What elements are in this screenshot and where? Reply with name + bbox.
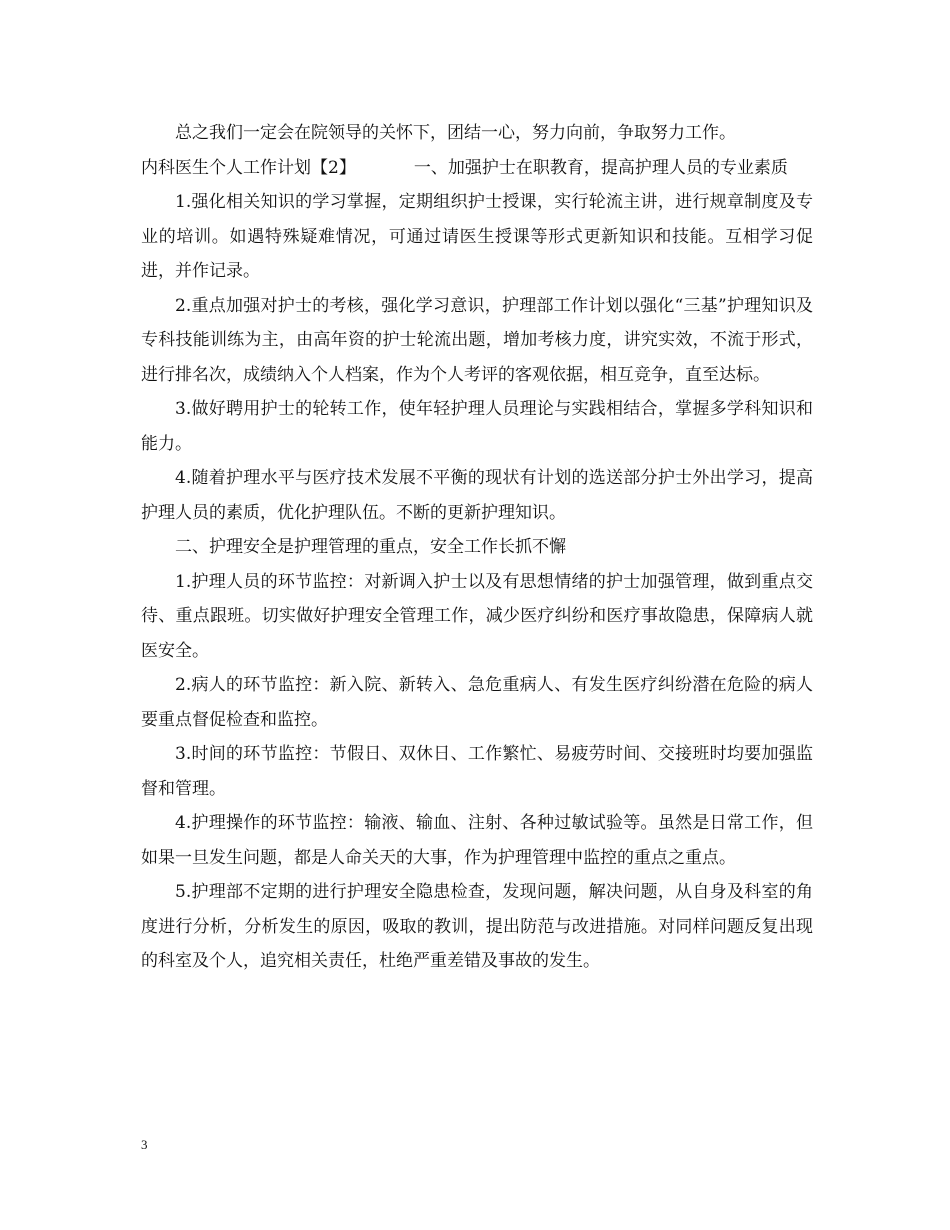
closing-paragraph: 总之我们一定会在院领导的关怀下，团结一心，努力向前，争取努力工作。 (175, 123, 736, 143)
item-1-4-paragraph: 4.随着护理水平与医疗技术发展不平衡的现状有计划的选送部分护士外出学习，提高护理人员的素质，优化护理队伍。不断的更新护理知识。 (141, 468, 813, 523)
item-1-2-paragraph: 2.重点加强对护士的考核，强化学习意识，护理部工作计划以强化“三基”护理知识及专科技能训练为主，由高年资的护士轮流出题，增加考核力度，讲究实效，不流于形式，进行排名次，成绩纳入个人档案，作为个人考评的客观依据，相互竞争，直至达标。 (141, 295, 813, 385)
section-2-heading: 二、护理安全是护理管理的重点，安全工作长抓不懈 (175, 537, 566, 557)
document-body (141, 116, 813, 979)
section-1-heading: 一、加强护士在职教育，提高护理人员的专业素质 (413, 157, 788, 178)
item-1-3-paragraph: 3.做好聘用护士的轮转工作，使年轻护理人员理论与实践相结合，掌握多学科知识和能力。 (141, 399, 813, 454)
item-2-1-paragraph: 1.护理人员的环节监控：对新调入护士以及有思想情绪的护士加强管理，做到重点交待、重点跟班。切实做好护理安全管理工作，减少医疗纠纷和医疗事故隐患，保障病人就医安全。 (141, 571, 813, 661)
page-number: 3 (141, 1137, 148, 1152)
item-2-4-paragraph: 4.护理操作的环节监控：输液、输血、注射、各种过敏试验等。虽然是日常工作，但如果一旦发生问题，都是人命关天的大事，作为护理管理中监控的重点之重点。 (141, 813, 813, 868)
item-2-2-paragraph: 2.病人的环节监控：新入院、新转入、急危重病人、有发生医疗纠纷潜在危险的病人要重点督促检查和监控。 (141, 675, 813, 730)
plan-title: 内科医生个人工作计划【2】 (141, 157, 356, 178)
item-1-1-paragraph: 1.强化相关知识的学习掌握，定期组织护士授课，实行轮流主讲，进行规章制度及专业的培训。如遇特殊疑难情况，可通过请医生授课等形式更新知识和技能。互相学习促进，并作记录。 (141, 192, 813, 281)
item-2-3-paragraph: 3.时间的环节监控：节假日、双休日、工作繁忙、易疲劳时间、交接班时均要加强监督和管理。 (141, 744, 813, 799)
item-2-5-paragraph: 5.护理部不定期的进行护理安全隐患检查，发现问题，解决问题，从自身及科室的角度进行分析，分析发生的原因，吸取的教训，提出防范与改进措施。对同样问题反复出现的科室及个人，追究相关责任，杜绝严重差错及事故的发生。 (141, 882, 813, 971)
plan-heading-paragraph (141, 151, 813, 186)
